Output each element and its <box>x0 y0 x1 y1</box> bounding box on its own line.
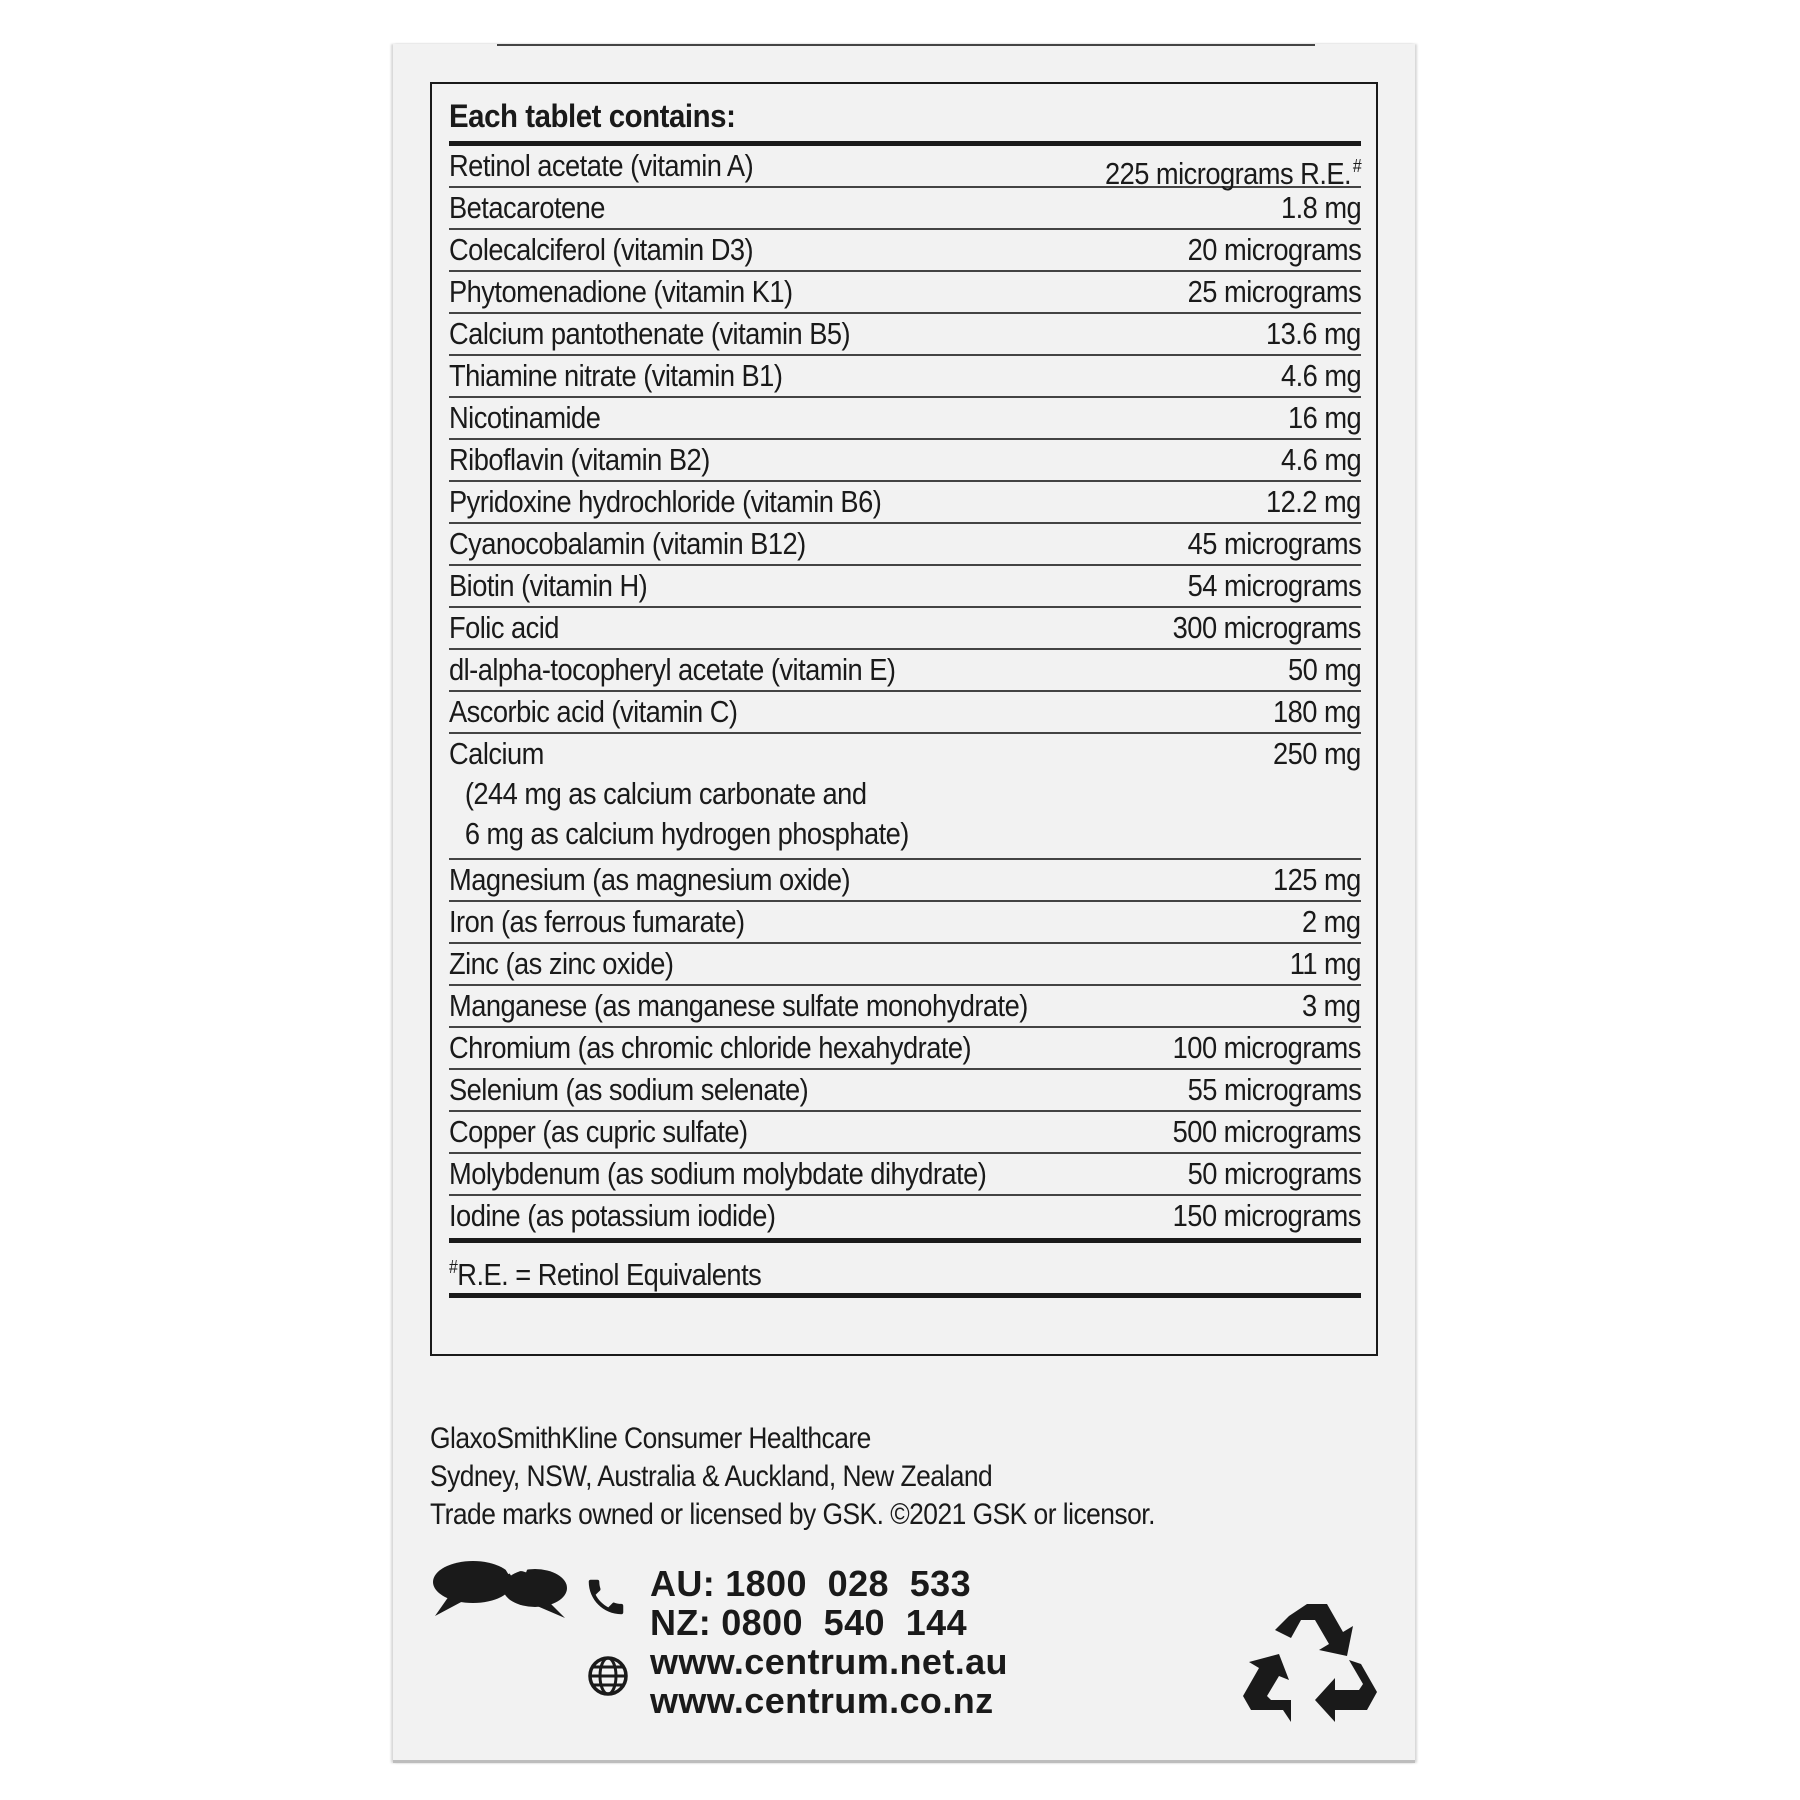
contact-info <box>650 1564 1008 1720</box>
ingredient-amount <box>1173 1196 1361 1236</box>
ingredient-amount <box>1105 146 1361 194</box>
ingredient-amount-text: 125 mg <box>1273 862 1361 897</box>
ingredient-row <box>449 230 1361 272</box>
company-line-1: GlaxoSmithKline Consumer Healthcare <box>430 1422 871 1455</box>
ingredient-row <box>449 314 1361 356</box>
ingredient-amount <box>1187 524 1361 564</box>
ingredient-amount-text: 4.6 mg <box>1280 442 1361 477</box>
ingredient-row <box>449 734 1361 860</box>
ingredient-row <box>449 1196 1361 1238</box>
ingredient-name <box>449 146 753 186</box>
ingredient-amount <box>1173 1112 1361 1152</box>
ingredient-name-text: Calcium pantothenate (vitamin B5) <box>449 316 851 351</box>
ingredient-row <box>449 860 1361 902</box>
ingredient-amount <box>1266 482 1361 522</box>
ingredient-name <box>449 440 710 480</box>
ingredient-row <box>449 944 1361 986</box>
ingredient-detail: (244 mg as calcium carbonate and <box>464 776 867 811</box>
ingredient-row <box>449 356 1361 398</box>
ingredient-name <box>449 356 782 396</box>
ingredient-amount-text: 180 mg <box>1273 694 1361 729</box>
ingredient-amount-text: 300 micrograms <box>1172 610 1361 645</box>
ingredient-name <box>449 1112 748 1152</box>
ingredient-name-text: Phytomenadione (vitamin K1) <box>449 274 793 309</box>
ingredient-amount-text: 13.6 mg <box>1266 316 1361 351</box>
ingredient-name-text: Selenium (as sodium selenate) <box>449 1072 809 1107</box>
ingredient-amount-text: 250 mg <box>1273 736 1361 771</box>
phone-icon <box>583 1574 629 1620</box>
ingredient-amount <box>1281 356 1361 396</box>
ingredient-row <box>449 1028 1361 1070</box>
footnote-text: R.E. = Retinol Equivalents <box>457 1257 762 1292</box>
ingredient-amount-text: 4.6 mg <box>1280 358 1361 393</box>
ingredient-amount <box>1288 650 1361 690</box>
ingredient-amount <box>1187 1154 1361 1194</box>
nz-phone-line <box>650 1603 1008 1642</box>
ingredient-amount-text: 11 mg <box>1289 946 1361 981</box>
ingredient-row <box>449 188 1361 230</box>
ingredient-amount <box>1187 272 1361 312</box>
ingredient-amount <box>1173 608 1361 648</box>
globe-icon <box>587 1655 629 1697</box>
ingredient-amount-text: 2 mg <box>1302 904 1361 939</box>
ingredient-amount-text: 500 micrograms <box>1172 1114 1361 1149</box>
ingredient-row <box>449 272 1361 314</box>
ingredient-name-text: Retinol acetate (vitamin A) <box>449 148 754 183</box>
top-rule <box>497 44 1315 46</box>
speech-bubbles-icon <box>431 1558 571 1620</box>
ingredient-name <box>449 650 895 690</box>
ingredient-name <box>449 566 647 606</box>
ingredient-row <box>449 398 1361 440</box>
ingredient-amount <box>1290 944 1361 984</box>
ingredient-amount-text: 50 mg <box>1287 652 1361 687</box>
au-label: AU: <box>650 1563 716 1604</box>
ingredient-rows <box>449 146 1361 1238</box>
ingredient-row <box>449 440 1361 482</box>
ingredient-name-text: Riboflavin (vitamin B2) <box>449 442 710 477</box>
ingredient-row <box>449 1070 1361 1112</box>
ingredient-name-text: Calcium <box>449 736 544 771</box>
ingredient-name <box>449 944 673 984</box>
ingredient-name-text: Betacarotene <box>449 190 605 225</box>
ingredient-name-text: Iron (as ferrous fumarate) <box>449 904 745 939</box>
footnote-sup: # <box>449 1257 458 1277</box>
ingredient-name-text: Chromium (as chromic chloride hexahydrate) <box>449 1030 972 1065</box>
label-panel <box>393 44 1415 1763</box>
ingredient-amount <box>1302 902 1361 942</box>
ingredient-name <box>449 230 753 270</box>
ingredient-row <box>449 146 1361 191</box>
ingredient-name-text: Nicotinamide <box>449 400 601 435</box>
ingredient-row <box>449 566 1361 608</box>
ingredient-amount-text: 3 mg <box>1302 988 1361 1023</box>
ingredient-amount <box>1273 692 1361 732</box>
ingredient-name-text: Thiamine nitrate (vitamin B1) <box>449 358 783 393</box>
nz-phone-number[interactable]: 0800 540 144 <box>721 1602 968 1643</box>
ingredient-name <box>449 524 806 564</box>
ingredient-name-text: Zinc (as zinc oxide) <box>449 946 674 981</box>
ingredient-amount-text: 25 micrograms <box>1187 274 1361 309</box>
ingredient-name <box>449 1154 986 1194</box>
au-phone-number[interactable]: 1800 028 533 <box>725 1563 972 1604</box>
ingredient-amount <box>1288 398 1361 438</box>
table-heading: Each tablet contains: <box>449 98 736 134</box>
ingredient-name <box>449 1196 775 1236</box>
ingredient-amount <box>1281 440 1361 480</box>
ingredient-amount <box>1273 860 1361 900</box>
ingredient-amount <box>1187 566 1361 606</box>
company-info <box>430 1420 1330 1534</box>
au-phone-line <box>650 1564 1008 1603</box>
ingredient-row <box>449 1112 1361 1154</box>
ingredient-name <box>449 860 850 900</box>
amount-sup: # <box>1352 156 1361 176</box>
ingredient-row <box>449 608 1361 650</box>
ingredient-name <box>449 692 737 732</box>
footnote <box>449 1243 1252 1291</box>
ingredient-name <box>449 608 559 648</box>
ingredient-row <box>449 1154 1361 1196</box>
company-line-2: Sydney, NSW, Australia & Auckland, New Zealand <box>430 1460 993 1493</box>
ingredient-amount-text: 20 micrograms <box>1187 232 1361 267</box>
website-nz-link[interactable]: www.centrum.co.nz <box>650 1680 994 1721</box>
ingredient-amount-text: 50 micrograms <box>1187 1156 1361 1191</box>
ingredient-name-text: Ascorbic acid (vitamin C) <box>449 694 738 729</box>
ingredient-amount-text: 1.8 mg <box>1280 190 1361 225</box>
ingredient-row <box>449 482 1361 524</box>
ingredient-name <box>449 1028 971 1068</box>
ingredient-name-text: Copper (as cupric sulfate) <box>449 1114 748 1149</box>
ingredient-name <box>449 902 745 942</box>
ingredient-amount-text: 150 micrograms <box>1172 1198 1361 1233</box>
ingredient-name-text: Folic acid <box>449 610 559 645</box>
ingredients-table <box>430 82 1378 1356</box>
ingredient-amount <box>1266 314 1361 354</box>
ingredient-name <box>449 734 909 854</box>
ingredient-name-text: Molybdenum (as sodium molybdate dihydrate) <box>449 1156 987 1191</box>
ingredient-name <box>449 1070 808 1110</box>
recycle-icon <box>1243 1604 1377 1730</box>
ingredient-amount <box>1187 1070 1361 1110</box>
ingredient-amount <box>1173 1028 1361 1068</box>
ingredient-amount-text: 225 micrograms R.E. <box>1104 156 1351 191</box>
ingredient-amount-text: 16 mg <box>1287 400 1361 435</box>
ingredient-name <box>449 398 600 438</box>
ingredient-name <box>449 482 881 522</box>
ingredient-name <box>449 986 1028 1026</box>
ingredient-name <box>449 314 850 354</box>
footnote-rule <box>449 1293 1361 1298</box>
ingredient-name-text: dl-alpha-tocopheryl acetate (vitamin E) <box>449 652 896 687</box>
ingredient-amount-text: 55 micrograms <box>1187 1072 1361 1107</box>
ingredient-row <box>449 650 1361 692</box>
ingredient-name-text: Iodine (as potassium iodide) <box>449 1198 776 1233</box>
ingredient-name <box>449 188 605 228</box>
ingredient-amount <box>1281 188 1361 228</box>
company-line-3: Trade marks owned or licensed by GSK. ©2021 GSK or licensor. <box>430 1498 1155 1531</box>
ingredient-name-text: Cyanocobalamin (vitamin B12) <box>449 526 806 561</box>
ingredient-amount-text: 54 micrograms <box>1187 568 1361 603</box>
ingredient-amount <box>1187 230 1361 270</box>
ingredient-amount <box>1273 734 1361 774</box>
ingredient-row <box>449 524 1361 566</box>
ingredient-name-text: Pyridoxine hydrochloride (vitamin B6) <box>449 484 882 519</box>
ingredient-amount-text: 100 micrograms <box>1172 1030 1361 1065</box>
ingredient-name-text: Magnesium (as magnesium oxide) <box>449 862 851 897</box>
ingredient-detail: 6 mg as calcium hydrogen phosphate) <box>464 816 909 851</box>
website-au-link[interactable]: www.centrum.net.au <box>650 1641 1008 1682</box>
ingredient-amount-text: 45 micrograms <box>1187 526 1361 561</box>
ingredient-amount <box>1302 986 1361 1026</box>
ingredient-row <box>449 902 1361 944</box>
ingredient-row <box>449 986 1361 1028</box>
ingredient-amount-text: 12.2 mg <box>1266 484 1361 519</box>
ingredient-name-text: Manganese (as manganese sulfate monohydrate) <box>449 988 1028 1023</box>
ingredient-name <box>449 272 793 312</box>
ingredient-name-text: Biotin (vitamin H) <box>449 568 648 603</box>
ingredient-name-text: Colecalciferol (vitamin D3) <box>449 232 754 267</box>
nz-label: NZ: <box>650 1602 712 1643</box>
ingredient-row <box>449 692 1361 734</box>
